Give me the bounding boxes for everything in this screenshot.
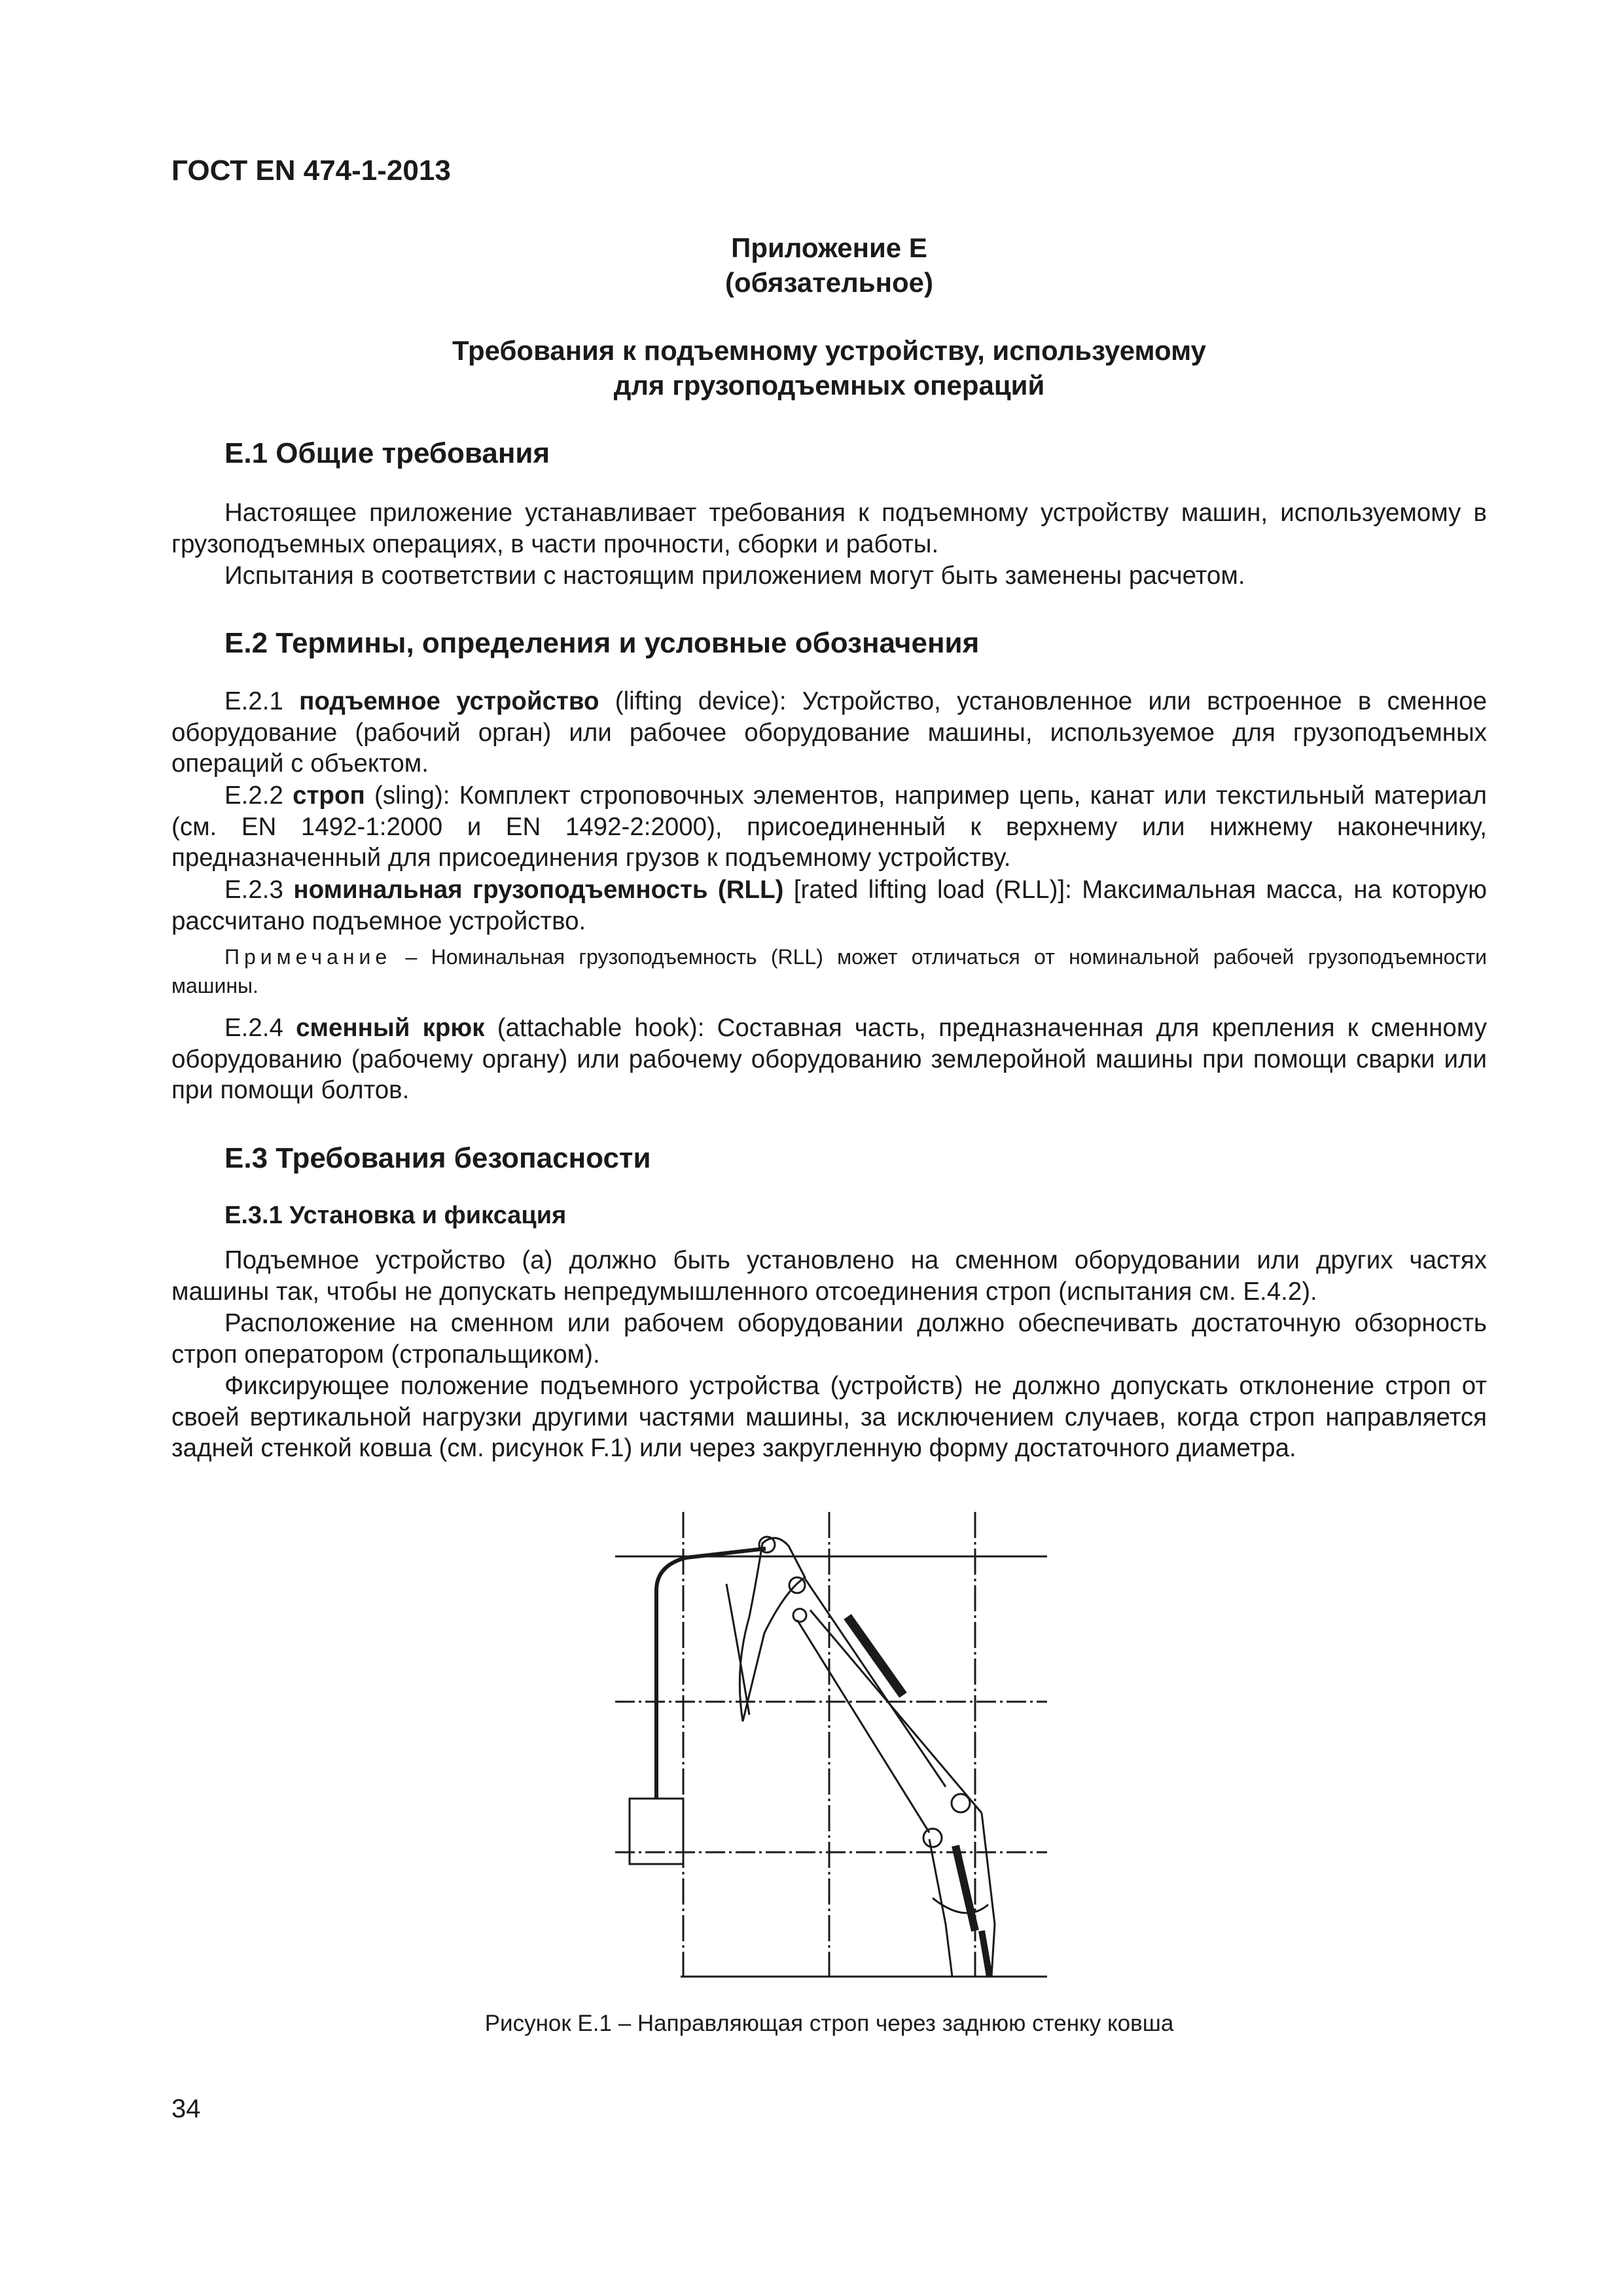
term-e2-1 (171, 686, 1487, 780)
load-block (630, 1799, 683, 1864)
link-bar (810, 1610, 982, 1813)
term-e2-3 (171, 874, 1487, 937)
note-label: Примечание (224, 945, 392, 969)
term-e2-1-text: (lifting device): Устройство, установленное или встроенное в сменное оборудование (рабочий орган) или рабочее оборудование машины, используемое для грузоподъемных операций с объектом. (171, 687, 1487, 778)
term-e2-4-term: сменный крюк (296, 1014, 485, 1042)
bucket-tooth (726, 1584, 749, 1715)
term-e2-2-term: строп (293, 781, 365, 810)
section-e1-title: Е.1 Общие требования (224, 437, 550, 469)
term-e2-3-text: [rated lifting load (RLL)]: Максимальная масса, на которую рассчитано подъемное устройство. (171, 876, 1487, 935)
pivot-pin (789, 1577, 805, 1593)
term-e2-2-text: (sling): Комплект строповочных элементов, например цепь, канат или текстильный материал (см. EN 1492-1:2000 и EN 1492-2:2000), присоединенный к верхнему или нижнему наконечнику, предназначенный для присоединения грузов к подъемному устройству. (171, 781, 1488, 872)
figure-e1-drawing (589, 1505, 1060, 1990)
annex-title: Приложение Е (731, 232, 927, 263)
link-bar (805, 1579, 946, 1787)
term-e2-4 (171, 1013, 1487, 1106)
section-e1-paragraph-1: Настоящее приложение устанавливает требования к подъемному устройству машин, используемому в грузоподъемных операциях, в части прочности, сборки и работы. (171, 499, 1487, 558)
annex-status: (обязательное) (724, 267, 933, 298)
page-number: 34 (171, 2094, 201, 2123)
section-e3-1-title: Е.3.1 Установка и фиксация (224, 1202, 567, 1229)
pivot-pin (952, 1794, 970, 1812)
annex-heading-line2: для грузоподъемных операций (613, 370, 1045, 401)
section-e3-1-paragraph-3: Фиксирующее положение подъемного устройства (устройств) не должно допускать отклонение строп от своей вертикальной нагрузки другими частями машины, за исключением случаев, когда строп направляется задней стенкой ковша (см. рисунок F.1) или через закругленную форму достаточного диаметра. (171, 1372, 1487, 1462)
term-e2-4-text: (attachable hook): Составная часть, предназначенная для крепления к сменному оборудованию (рабочему органу) или рабочему оборудованию землеройной машины при помощи сварки или при помощи болтов. (171, 1014, 1487, 1104)
annex-heading-line1: Требования к подъемному устройству, используемому (452, 335, 1207, 366)
pivot-pin (923, 1829, 942, 1847)
note-e2-3 (171, 942, 1487, 1000)
section-e3-title: Е.3 Требования безопасности (224, 1142, 651, 1174)
hydraulic-cylinder (982, 1931, 990, 1977)
term-e2-3-term: номинальная грузоподъемность (RLL) (293, 876, 784, 904)
term-e2-4-number: Е.2.4 (224, 1014, 283, 1042)
section-e3-1-paragraph-1: Подъемное устройство (а) должно быть установлено на сменном оборудовании или других частях машины так, чтобы не допускать непредумышленного отсоединения строп (испытания см. Е.4.2). (171, 1246, 1487, 1306)
sling-rope (656, 1549, 766, 1799)
section-e3-1-paragraph-2: Расположение на сменном или рабочем оборудовании должно обеспечивать достаточную обзорность строп оператором (стропальщиком). (171, 1309, 1487, 1369)
note-text: – Номинальная грузоподъемность (RLL) может отличаться от номинальной рабочей грузоподъемности машины. (171, 945, 1488, 997)
term-e2-2 (171, 780, 1487, 874)
document-header: ГОСТ EN 474-1-2013 (171, 154, 451, 187)
hydraulic-cylinder (955, 1846, 975, 1931)
section-e1-paragraph-2: Испытания в соответствии с настоящим приложением могут быть заменены расчетом. (224, 562, 1245, 590)
term-e2-2-number: Е.2.2 (224, 781, 283, 810)
term-e2-1-number: Е.2.1 (224, 687, 283, 715)
figure-caption: Рисунок Е.1 – Направляющая строп через заднюю стенку ковша (484, 2011, 1174, 2036)
section-e2-title: Е.2 Термины, определения и условные обозначения (224, 627, 980, 659)
term-e2-3-number: Е.2.3 (224, 876, 283, 904)
term-e2-1-term: подъемное устройство (299, 687, 599, 715)
pivot-pin (793, 1609, 806, 1622)
bucket-body (740, 1538, 805, 1721)
